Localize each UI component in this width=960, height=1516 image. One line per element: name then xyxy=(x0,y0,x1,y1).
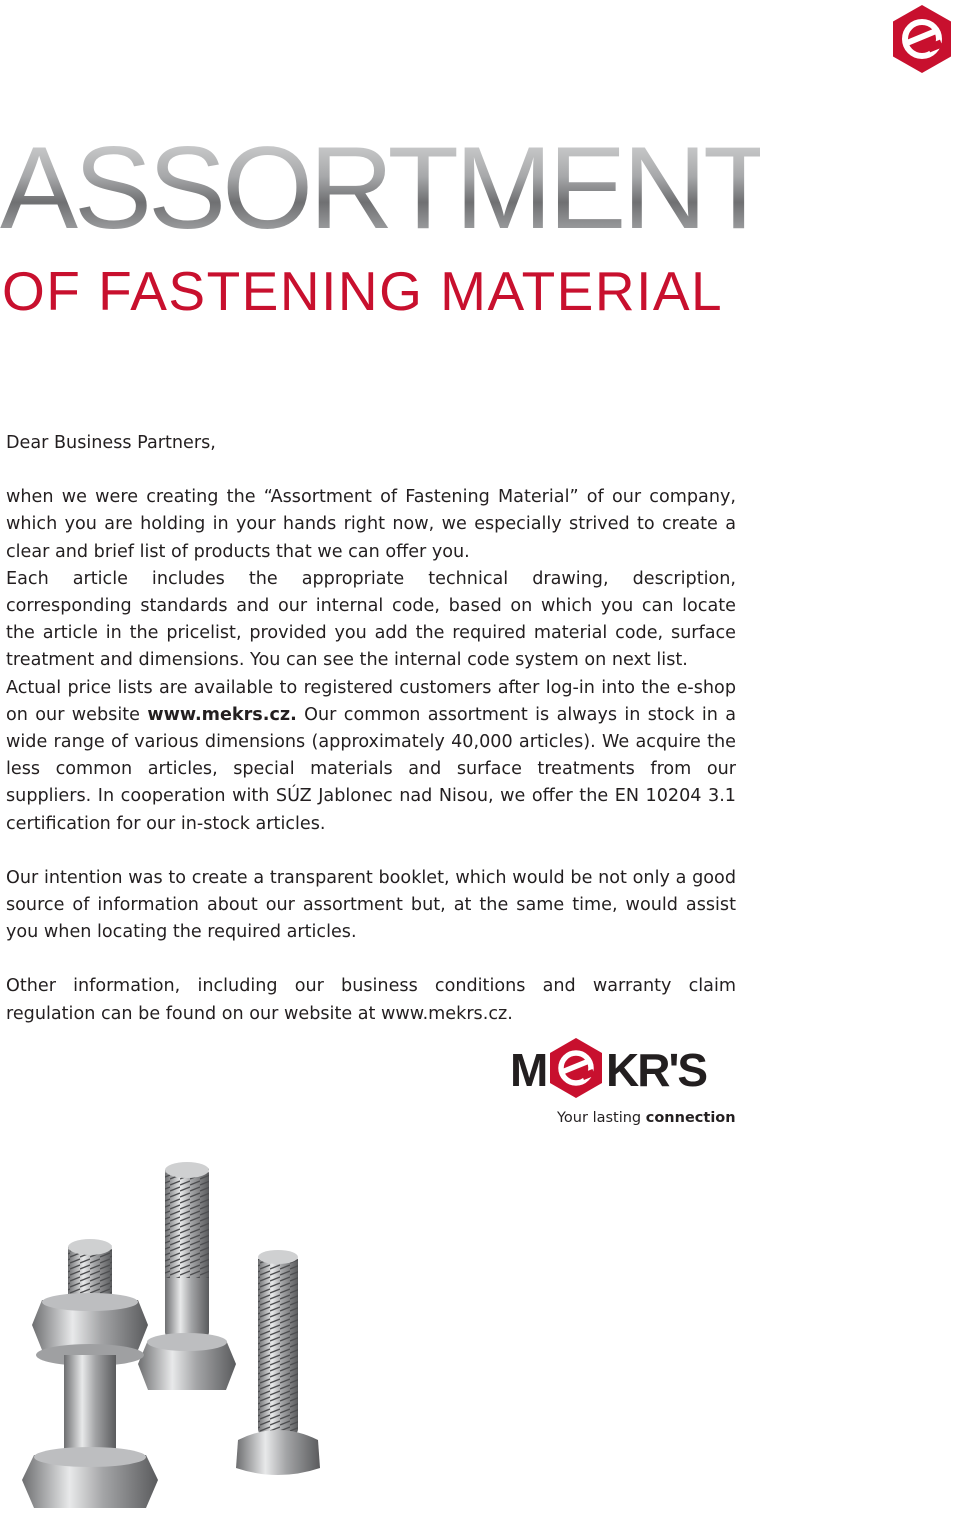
paragraph-other-info: Other information, including our business conditions and warranty claim regulation can be found on our website at www.mekrs.cz. xyxy=(6,976,736,1024)
assortment-text: Our common assortment is always in stock in a wide range of various dimensions (approximately 40,000 articles). We acquire the less common articles, special materials and surface treatments from our suppliers. In cooperation with SÚZ Jablonec nad Nisou, we offer the EN 10204 3.1 certification for our in-stock articles. xyxy=(6,704,736,834)
mekrs-brand-logo xyxy=(510,1034,730,1098)
bolts-illustration xyxy=(20,1150,420,1516)
tall-bolt-icon xyxy=(138,1162,236,1390)
page-subtitle: OF FASTENING MATERIAL xyxy=(2,260,724,322)
brand-tagline xyxy=(557,1110,736,1126)
bolt-with-nut-icon xyxy=(22,1239,158,1508)
paragraph-intention: Our intention was to create a transparent booklet, which would be not only a good source of information about our assortment but, at the same time, would assist you when locating the required articles. xyxy=(6,867,736,943)
paragraph-price-lists xyxy=(6,675,736,838)
brand-name-left: M xyxy=(510,1044,549,1096)
salutation: Dear Business Partners, xyxy=(6,433,216,453)
mekrs-e-hexagon-icon xyxy=(888,2,956,76)
paragraph-article-info: Each article includes the appropriate technical drawing, description, corresponding standards and our internal code, based on which you can locate the article in the pricelist, provided you add the required material code, surface treatment and dimensions. You can see the internal code system on next list. xyxy=(6,568,736,671)
tagline-bold: connection xyxy=(645,1110,736,1126)
short-bolt-icon xyxy=(236,1250,320,1475)
brand-name-right: KR'S xyxy=(606,1044,707,1096)
letter-body xyxy=(6,430,736,1028)
paragraph-intro: when we were creating the “Assortment of Fastening Material” of our company, which you are holding in your hands right now, we especially strived to create a clear and brief list of products that we can offer you. xyxy=(6,487,736,562)
website-link[interactable]: www.mekrs.cz. xyxy=(147,704,297,725)
brand-e-hexagon-icon xyxy=(550,1038,602,1098)
price-lists-text: Actual price lists are available to registered customers after log-in into the e-shop on our website xyxy=(6,677,736,725)
tagline-regular: Your lasting xyxy=(557,1110,646,1126)
page-title: ASSORTMENT xyxy=(0,122,771,253)
